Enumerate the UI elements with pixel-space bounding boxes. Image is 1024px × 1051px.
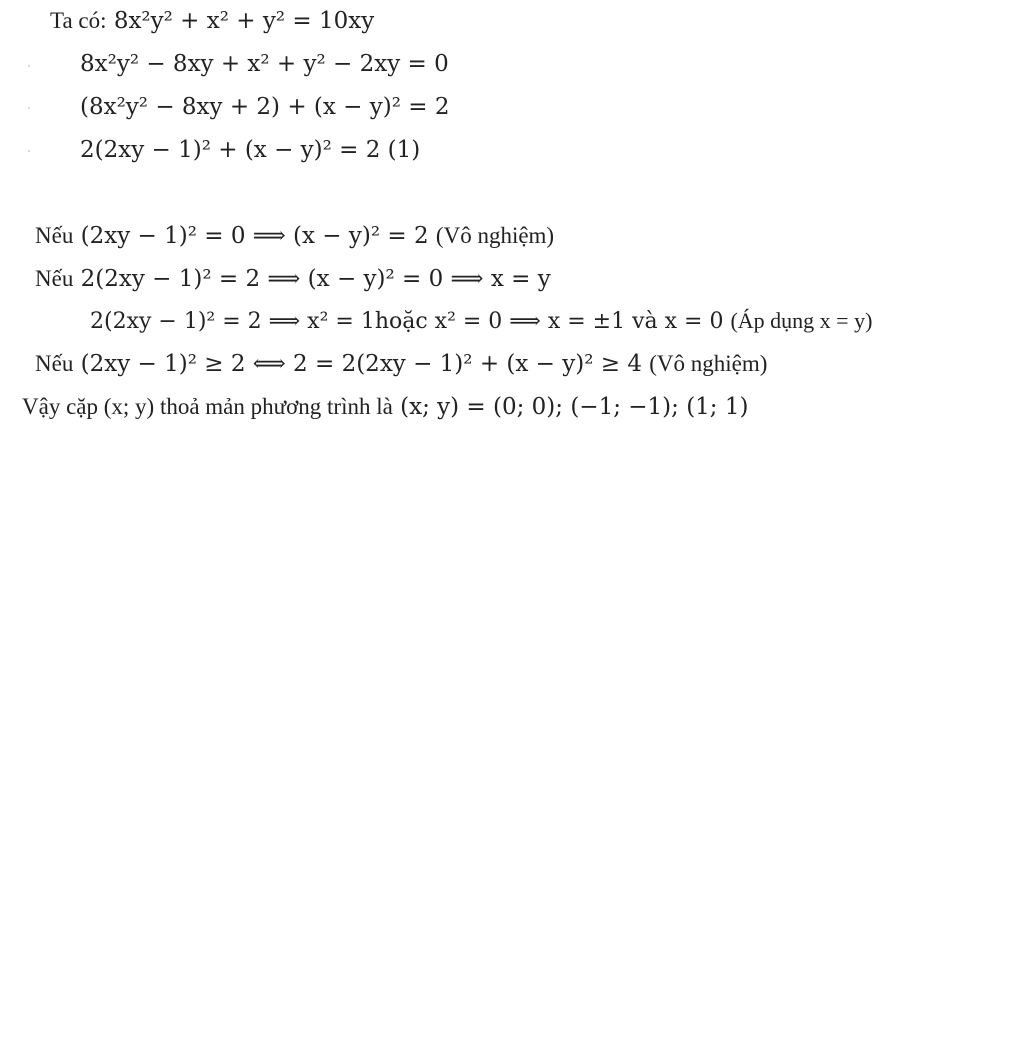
step-1-math: 8x²y² − 8xy + x² + y² − 2xy = 0 — [80, 51, 449, 77]
step-3-math: 2(2xy − 1)² + (x − y)² = 2 (1) — [80, 137, 421, 163]
given-equation-line — [50, 6, 374, 36]
case-2-line — [35, 264, 551, 294]
conclusion-label: Vậy cặp (x; y) thoả mản phương trình là — [22, 394, 393, 419]
case-2-detail-note: (Áp dụng x = y) — [730, 308, 873, 333]
case-1-math: (2xy − 1)² = 0 ⟹ (x − y)² = 2 — [80, 223, 429, 249]
step-marker-dot — [28, 107, 30, 109]
case-2-math: 2(2xy − 1)² = 2 ⟹ (x − y)² = 0 ⟹ x = y — [80, 266, 551, 292]
step-equation-3 — [80, 135, 420, 165]
case-3-line — [35, 349, 767, 379]
case-3-note: (Vô nghiệm) — [649, 351, 768, 376]
case-2-label: Nếu — [35, 266, 74, 291]
step-2-math: (8x²y² − 8xy + 2) + (x − y)² = 2 — [80, 94, 450, 120]
step-equation-1 — [80, 49, 449, 79]
step-marker-dot — [28, 150, 30, 152]
given-label: Ta có: — [50, 8, 107, 33]
case-1-line — [35, 221, 554, 251]
step-equation-2 — [80, 92, 449, 122]
conclusion-math: (x; y) = (0; 0); (−1; −1); (1; 1) — [400, 394, 749, 420]
case-1-note: (Vô nghiệm) — [435, 223, 555, 248]
case-2-detail-line — [90, 306, 872, 337]
case-3-label: Nếu — [35, 351, 74, 376]
conclusion-line — [22, 392, 748, 422]
step-marker-dot — [28, 65, 30, 67]
case-1-label: Nếu — [35, 223, 74, 248]
case-3-math: (2xy − 1)² ≥ 2 ⟺ 2 = 2(2xy − 1)² + (x − y)² ≥ 4 — [80, 351, 642, 377]
case-2-detail-math: 2(2xy − 1)² = 2 ⟹ x² = 1hoặc x² = 0 ⟹ x = ±1 và x = 0 — [90, 309, 724, 334]
given-equation: 8x²y² + x² + y² = 10xy — [113, 8, 375, 34]
